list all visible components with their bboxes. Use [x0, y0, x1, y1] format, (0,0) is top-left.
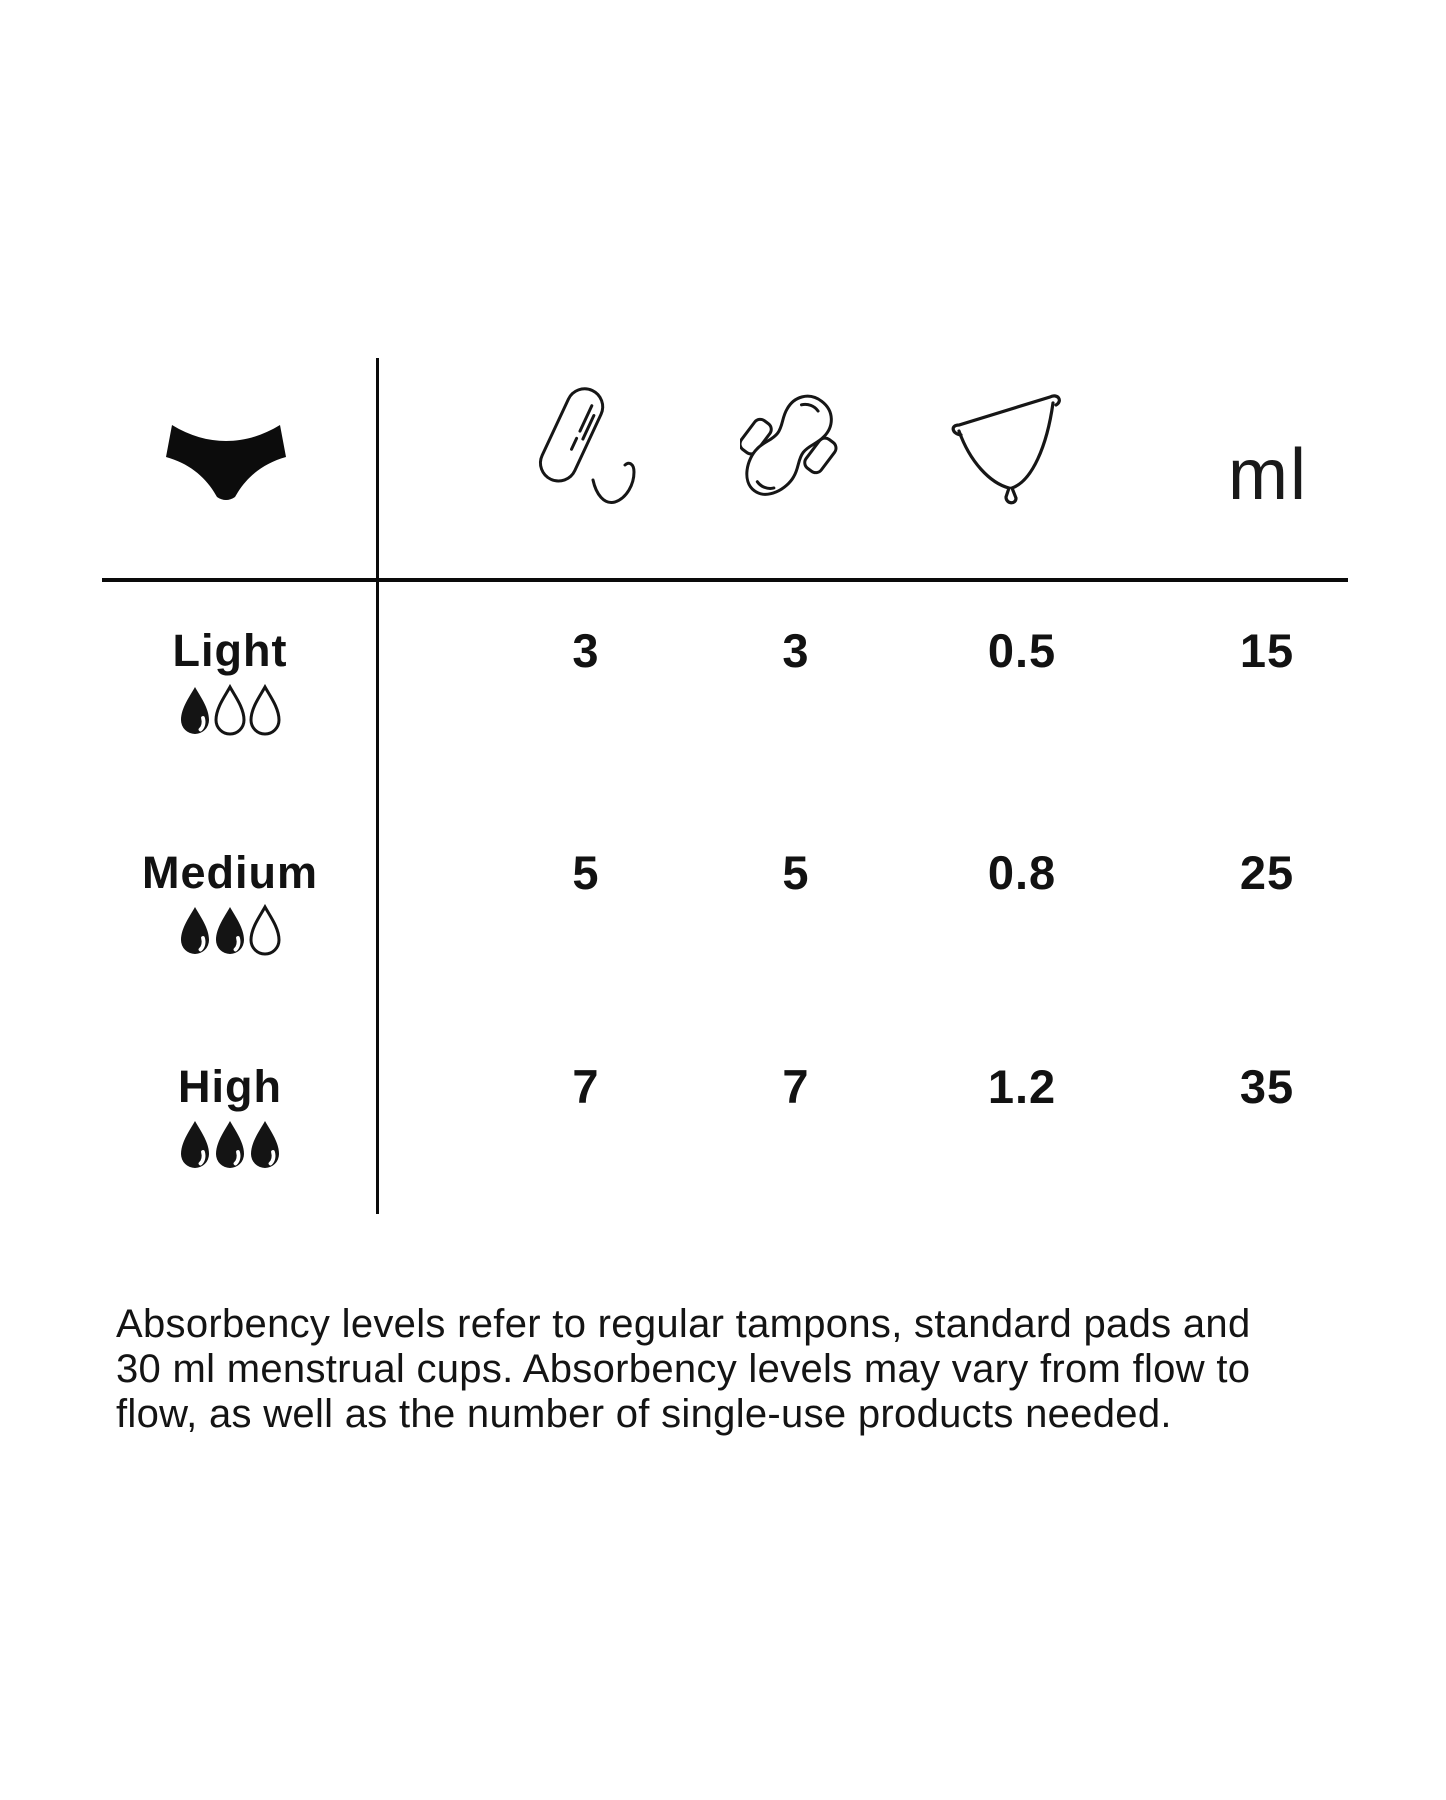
drop-outline-icon	[248, 904, 282, 958]
cell-light-cups: 0.5	[987, 624, 1057, 677]
drop-filled-icon	[178, 904, 212, 958]
cell-high-ml: 35	[1239, 1060, 1295, 1113]
drop-outline-icon	[248, 684, 282, 738]
footnote-line-1: Absorbency levels refer to regular tampons, standard pads and	[116, 1302, 1251, 1346]
drop-filled-icon	[213, 904, 247, 958]
drop-outline-icon	[213, 684, 247, 738]
pad-icon	[740, 382, 838, 512]
footnote-line-3: flow, as well as the number of single-use products needed.	[116, 1392, 1172, 1436]
flow-drops-medium	[90, 904, 370, 958]
cell-light-pads: 3	[782, 624, 810, 677]
flow-drops-high	[90, 1118, 370, 1172]
header-divider-line	[102, 578, 1348, 582]
cell-light-ml: 15	[1239, 624, 1295, 677]
flow-label-medium: Medium	[141, 847, 318, 898]
flow-drops-light	[90, 684, 370, 738]
drop-filled-icon	[178, 684, 212, 738]
ml-column-header: ml	[1228, 435, 1308, 515]
drop-filled-icon	[213, 1118, 247, 1172]
menstrual-cup-icon	[946, 388, 1078, 510]
flow-label-high: High	[178, 1061, 282, 1112]
cell-high-cups: 1.2	[987, 1060, 1057, 1113]
cell-medium-cups: 0.8	[987, 846, 1057, 899]
cell-medium-pads: 5	[782, 846, 810, 899]
cell-high-pads: 7	[782, 1060, 810, 1113]
flow-label-light: Light	[172, 625, 288, 676]
column-divider-line	[376, 358, 379, 1214]
cell-medium-ml: 25	[1239, 846, 1295, 899]
footnote	[116, 1302, 1396, 1437]
drop-filled-icon	[178, 1118, 212, 1172]
footnote-line-2: 30 ml menstrual cups. Absorbency levels may vary from flow to	[116, 1347, 1251, 1391]
panty-icon	[164, 420, 288, 506]
tampon-icon	[534, 384, 638, 512]
drop-filled-icon	[248, 1118, 282, 1172]
cell-high-tampons: 7	[572, 1060, 600, 1113]
cell-light-tampons: 3	[572, 624, 600, 677]
cell-medium-tampons: 5	[572, 846, 600, 899]
